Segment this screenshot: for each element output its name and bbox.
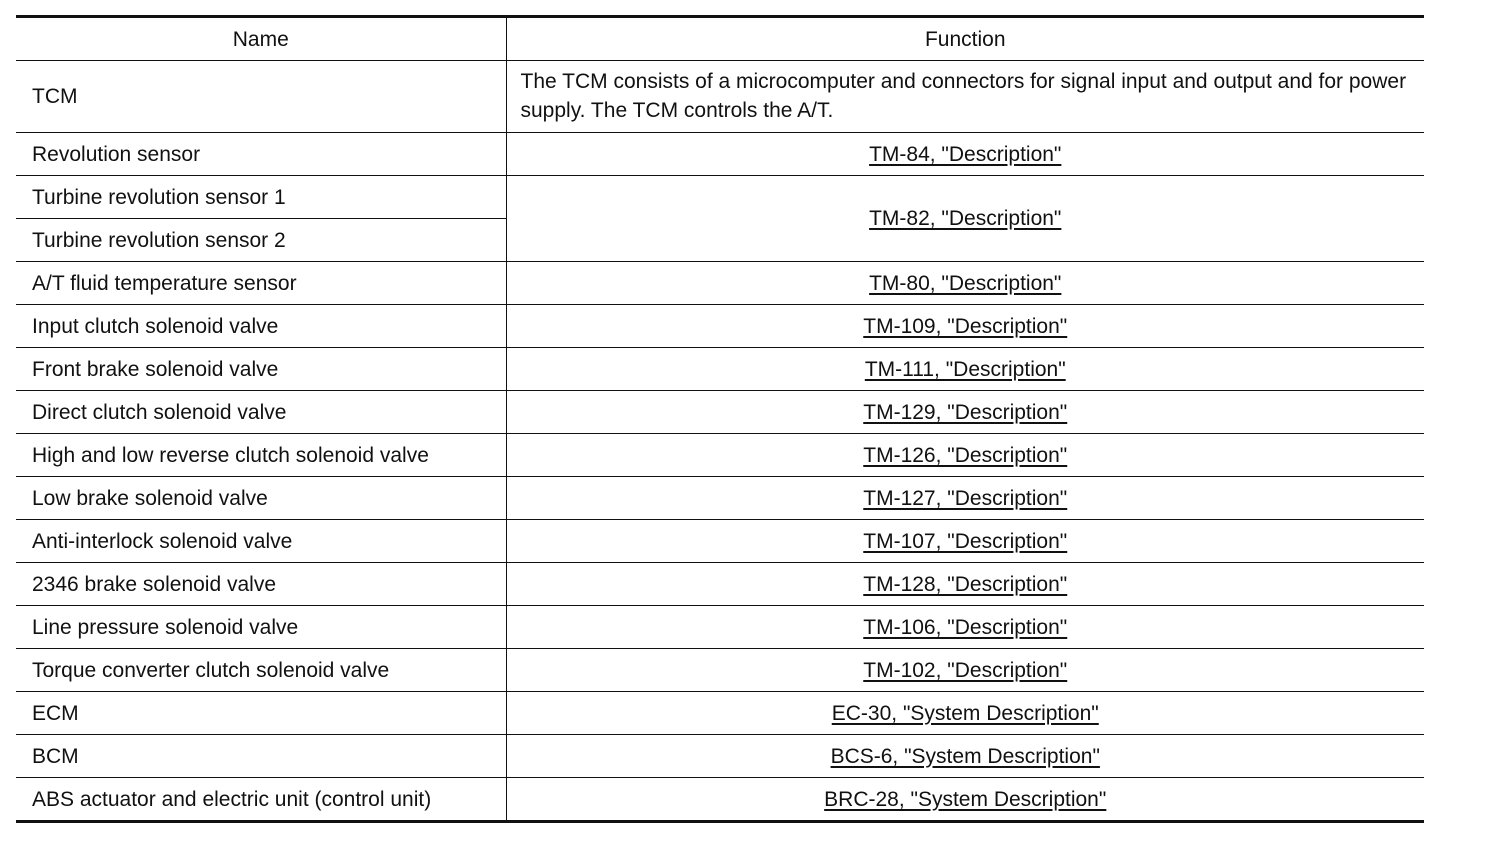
table-row	[16, 176, 1424, 219]
reference-link[interactable]: BCS-6, "System Description"	[830, 744, 1100, 768]
table-row	[16, 305, 1424, 348]
column-header-name: Name	[16, 17, 506, 61]
table-row	[16, 520, 1424, 563]
function-cell	[506, 520, 1424, 563]
reference-link[interactable]: TM-102, "Description"	[863, 658, 1068, 682]
component-name: Torque converter clutch solenoid valve	[16, 649, 506, 692]
component-name: 2346 brake solenoid valve	[16, 563, 506, 606]
reference-link[interactable]: TM-129, "Description"	[863, 400, 1068, 424]
table-row	[16, 262, 1424, 305]
component-name: Low brake solenoid valve	[16, 477, 506, 520]
reference-link[interactable]: TM-111, "Description"	[864, 357, 1066, 381]
component-name: Direct clutch solenoid valve	[16, 391, 506, 434]
reference-link[interactable]: TM-84, "Description"	[869, 142, 1062, 166]
function-cell	[506, 649, 1424, 692]
component-name: Turbine revolution sensor 1	[16, 176, 506, 219]
table-row	[16, 61, 1424, 133]
table-row	[16, 133, 1424, 176]
table-row	[16, 692, 1424, 735]
reference-link[interactable]: TM-80, "Description"	[869, 271, 1062, 295]
reference-link[interactable]: TM-107, "Description"	[863, 529, 1068, 553]
component-name: BCM	[16, 735, 506, 778]
component-name: Input clutch solenoid valve	[16, 305, 506, 348]
component-name: High and low reverse clutch solenoid valve	[16, 434, 506, 477]
component-name: Front brake solenoid valve	[16, 348, 506, 391]
function-cell	[506, 262, 1424, 305]
reference-link[interactable]: TM-127, "Description"	[863, 486, 1068, 510]
reference-link[interactable]: TM-128, "Description"	[863, 572, 1068, 596]
reference-link[interactable]: TM-106, "Description"	[863, 615, 1068, 639]
reference-link[interactable]: TM-109, "Description"	[863, 314, 1068, 338]
function-cell	[506, 391, 1424, 434]
function-cell	[506, 477, 1424, 520]
function-cell	[506, 133, 1424, 176]
component-name: A/T fluid temperature sensor	[16, 262, 506, 305]
component-name: TCM	[16, 61, 506, 133]
reference-link[interactable]: TM-82, "Description"	[869, 207, 1062, 230]
table-row	[16, 348, 1424, 391]
component-name: Line pressure solenoid valve	[16, 606, 506, 649]
table-row	[16, 563, 1424, 606]
reference-link[interactable]: BRC-28, "System Description"	[824, 787, 1107, 811]
table-row	[16, 606, 1424, 649]
function-cell	[506, 434, 1424, 477]
component-name: ABS actuator and electric unit (control unit)	[16, 778, 506, 822]
table-row	[16, 778, 1424, 822]
function-cell	[506, 176, 1424, 262]
component-name: Turbine revolution sensor 2	[16, 219, 506, 262]
component-function-table	[16, 15, 1424, 823]
function-cell	[506, 735, 1424, 778]
function-cell	[506, 563, 1424, 606]
component-name: Anti-interlock solenoid valve	[16, 520, 506, 563]
function-cell	[506, 606, 1424, 649]
column-header-function: Function	[506, 17, 1424, 61]
function-cell	[506, 305, 1424, 348]
table-row	[16, 477, 1424, 520]
component-name: ECM	[16, 692, 506, 735]
table-row	[16, 434, 1424, 477]
table-row	[16, 735, 1424, 778]
component-function-text: The TCM consists of a microcomputer and connectors for signal input and output and for power supply. The TCM controls the A/T.	[506, 61, 1424, 133]
function-cell	[506, 778, 1424, 822]
table-row	[16, 391, 1424, 434]
reference-link[interactable]: TM-126, "Description"	[863, 443, 1068, 467]
function-cell	[506, 692, 1424, 735]
reference-link[interactable]: EC-30, "System Description"	[831, 701, 1099, 725]
function-cell	[506, 348, 1424, 391]
component-name: Revolution sensor	[16, 133, 506, 176]
table-row	[16, 649, 1424, 692]
table-header-row	[16, 17, 1424, 61]
